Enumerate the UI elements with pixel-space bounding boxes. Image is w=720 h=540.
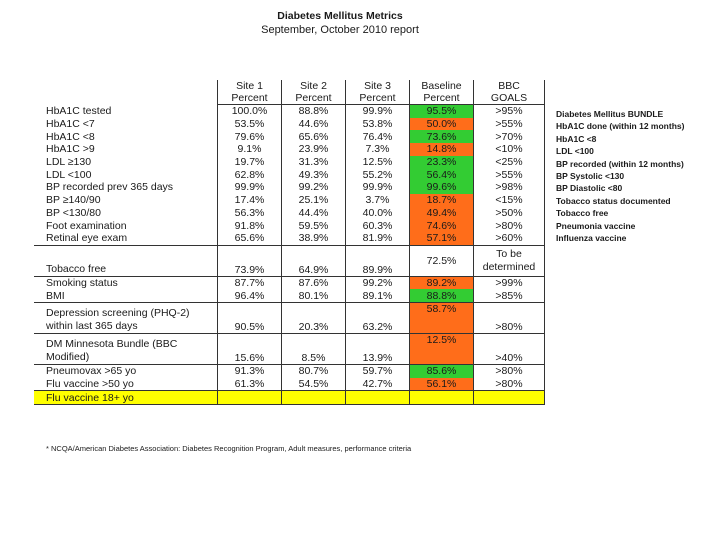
goal-value: >80% (474, 302, 545, 333)
site2-value: 38.9% (282, 232, 346, 245)
goal-value: <10% (474, 143, 545, 156)
site3-value: 89.9% (346, 245, 410, 276)
goal-value: >99% (474, 276, 545, 289)
baseline-value: 14.8% (410, 143, 474, 156)
site1-value: 79.6% (218, 130, 282, 143)
bundle-panel (556, 108, 684, 244)
col-header-site1: Site 1 (218, 80, 282, 92)
baseline-value: 73.6% (410, 130, 474, 143)
site2-value: 44.4% (282, 207, 346, 220)
table-row (34, 105, 545, 118)
table-row (34, 302, 545, 333)
baseline-value: 23.3% (410, 156, 474, 169)
site1-value: 53.5% (218, 118, 282, 131)
bundle-item: Pneumonia vaccine (556, 220, 636, 231)
bundle-item: HbA1C done (within 12 months) (556, 121, 685, 132)
row-label: Retinal eye exam (46, 232, 128, 245)
site3-value: 12.5% (346, 156, 410, 169)
goal-line: determined (482, 260, 536, 273)
label-line: Depression screening (PHQ-2) (46, 306, 190, 319)
row-label: Smoking status (34, 276, 218, 289)
bundle-item: BP recorded (within 12 months) (556, 158, 684, 169)
baseline-value: 72.5% (410, 245, 474, 276)
site1-value: 9.1% (218, 143, 282, 156)
site1-value: 65.6% (218, 232, 282, 245)
goal-value: >70% (474, 130, 545, 143)
site1-value: 17.4% (218, 194, 282, 207)
row-label: BMI (46, 289, 65, 302)
site2-value: 8.5% (282, 333, 346, 364)
site2-value: 49.3% (282, 168, 346, 181)
col-header-goals: BBC (474, 80, 545, 92)
baseline-value: 85.6% (410, 364, 474, 377)
table-row (34, 333, 545, 364)
table-row (34, 232, 545, 245)
header-row-1 (34, 80, 545, 92)
row-label: Flu vaccine >50 yo (46, 377, 134, 390)
row-label: HbA1C <8 (46, 130, 95, 143)
site3-value: 63.2% (346, 302, 410, 333)
row-label: Foot examination (46, 219, 127, 232)
goal-value: <15% (474, 194, 545, 207)
table-row (34, 219, 545, 232)
site2-value: 80.1% (282, 289, 346, 302)
table-row (34, 364, 545, 377)
bundle-item: BP Diastolic <80 (556, 183, 623, 194)
site3-value: 99.2% (346, 276, 410, 289)
site1-value: 91.8% (218, 219, 282, 232)
site2-value: 23.9% (282, 143, 346, 156)
table-row (34, 378, 545, 391)
baseline-value: 89.2% (410, 276, 474, 289)
site3-value: 53.8% (346, 118, 410, 131)
site1-value: 56.3% (218, 207, 282, 220)
site2-value: 64.9% (282, 245, 346, 276)
bundle-item: Tobacco free (556, 208, 609, 219)
col-header-site3: Site 3 (346, 80, 410, 92)
row-label: HbA1C <7 (46, 118, 95, 131)
goal-value (474, 391, 545, 405)
report-title: Diabetes Mellitus Metrics (277, 10, 403, 22)
baseline-value: 58.7% (410, 302, 474, 333)
goal-value: >40% (474, 333, 545, 364)
site3-value: 42.7% (346, 378, 410, 391)
header-row-2 (34, 92, 545, 105)
site3-value: 13.9% (346, 333, 410, 364)
row-label: HbA1C >9 (46, 143, 95, 156)
site3-value: 60.3% (346, 219, 410, 232)
row-label: Tobacco free (34, 245, 218, 276)
bundle-item: LDL <100 (556, 146, 594, 157)
site2-value: 20.3% (282, 302, 346, 333)
col-header-site2: Site 2 (282, 80, 346, 92)
row-label: HbA1C tested (46, 105, 112, 118)
table-row (34, 168, 545, 181)
row-label: BP <130/80 (46, 206, 101, 219)
col-subheader: GOALS (474, 92, 545, 105)
label-line: Modified) (46, 350, 90, 363)
row-label (34, 333, 218, 364)
baseline-value: 56.1% (410, 378, 474, 391)
goal-value: >80% (474, 219, 545, 232)
metrics-table (34, 80, 545, 405)
table-row (34, 245, 545, 276)
baseline-value: 88.8% (410, 289, 474, 302)
site1-value: 96.4% (218, 289, 282, 302)
table-row (34, 276, 545, 289)
site3-value: 3.7% (346, 194, 410, 207)
bundle-item: HbA1C <8 (556, 133, 597, 144)
row-label: LDL <100 (46, 168, 92, 181)
site3-value: 99.9% (346, 181, 410, 194)
site3-value: 81.9% (346, 232, 410, 245)
goal-value: >55% (474, 118, 545, 131)
bundle-title: Diabetes Mellitus BUNDLE (556, 109, 664, 119)
baseline-value: 74.6% (410, 219, 474, 232)
baseline-value: 50.0% (410, 118, 474, 131)
site1-value: 91.3% (218, 364, 282, 377)
table-row (34, 156, 545, 169)
col-subheader: Percent (282, 92, 346, 105)
site2-value: 87.6% (282, 276, 346, 289)
site1-value: 90.5% (218, 302, 282, 333)
goal-value: <25% (474, 156, 545, 169)
site2-value: 44.6% (282, 118, 346, 131)
table-row (34, 194, 545, 207)
table-row (34, 207, 545, 220)
goal-line: To be (496, 247, 522, 260)
site3-value: 59.7% (346, 364, 410, 377)
site1-value: 87.7% (218, 276, 282, 289)
baseline-value: 12.5% (410, 333, 474, 364)
row-label (34, 302, 218, 333)
site2-value: 65.6% (282, 130, 346, 143)
site2-value: 54.5% (282, 378, 346, 391)
goal-value: >98% (474, 181, 545, 194)
table-row-highlight (34, 391, 545, 405)
site1-value: 15.6% (218, 333, 282, 364)
site3-value: 76.4% (346, 130, 410, 143)
site1-value: 61.3% (218, 378, 282, 391)
row-label: LDL ≥130 (46, 156, 92, 169)
baseline-value: 49.4% (410, 207, 474, 220)
row-label: BP recorded prev 365 days (46, 181, 174, 194)
site1-value: 73.9% (218, 245, 282, 276)
baseline-value: 56.4% (410, 168, 474, 181)
baseline-value: 95.5% (410, 105, 474, 118)
label-line: within last 365 days (46, 319, 138, 332)
baseline-value: 99.6% (410, 181, 474, 194)
footnote: * NCQA/American Diabetes Association: Diabetes Recognition Program, Adult measures, performance criteria (46, 444, 412, 453)
baseline-value (410, 391, 474, 405)
goal-value: >60% (474, 232, 545, 245)
bundle-item: Influenza vaccine (556, 233, 627, 244)
site1-value: 19.7% (218, 156, 282, 169)
bundle-item: Tobacco status documented (556, 195, 671, 206)
site1-value: 62.8% (218, 168, 282, 181)
site1-value (218, 391, 282, 405)
row-label: Pneumovax >65 yo (34, 364, 218, 377)
goal-value: >50% (474, 207, 545, 220)
goal-value (474, 245, 545, 276)
col-subheader: Percent (346, 92, 410, 105)
site2-value: 25.1% (282, 194, 346, 207)
site3-value: 40.0% (346, 207, 410, 220)
col-subheader: Percent (410, 92, 474, 105)
site3-value (346, 391, 410, 405)
table-row (34, 143, 545, 156)
baseline-value: 18.7% (410, 194, 474, 207)
goal-value: >85% (474, 289, 545, 302)
table-row (34, 118, 545, 131)
site1-value: 100.0% (218, 105, 282, 118)
goal-value: >80% (474, 364, 545, 377)
site3-value: 7.3% (346, 143, 410, 156)
table-row (34, 130, 545, 143)
bundle-item: BP Systolic <130 (556, 171, 625, 182)
site3-value: 99.9% (346, 105, 410, 118)
site2-value: 80.7% (282, 364, 346, 377)
site3-value: 55.2% (346, 168, 410, 181)
report-subtitle: September, October 2010 report (261, 24, 419, 36)
site3-value: 89.1% (346, 289, 410, 302)
label-line: DM Minnesota Bundle (BBC (46, 337, 178, 350)
goal-value: >80% (474, 378, 545, 391)
site2-value (282, 391, 346, 405)
site1-value: 99.9% (218, 181, 282, 194)
table-row (34, 181, 545, 194)
site2-value: 88.8% (282, 105, 346, 118)
row-label: Flu vaccine 18+ yo (34, 391, 218, 405)
site2-value: 31.3% (282, 156, 346, 169)
site2-value: 99.2% (282, 181, 346, 194)
site2-value: 59.5% (282, 219, 346, 232)
baseline-value: 57.1% (410, 232, 474, 245)
col-header-baseline: Baseline (410, 80, 474, 92)
col-subheader: Percent (218, 92, 282, 105)
goal-value: >95% (474, 105, 545, 118)
table-row (34, 289, 545, 302)
row-label: BP ≥140/90 (46, 194, 101, 207)
goal-value: >55% (474, 168, 545, 181)
